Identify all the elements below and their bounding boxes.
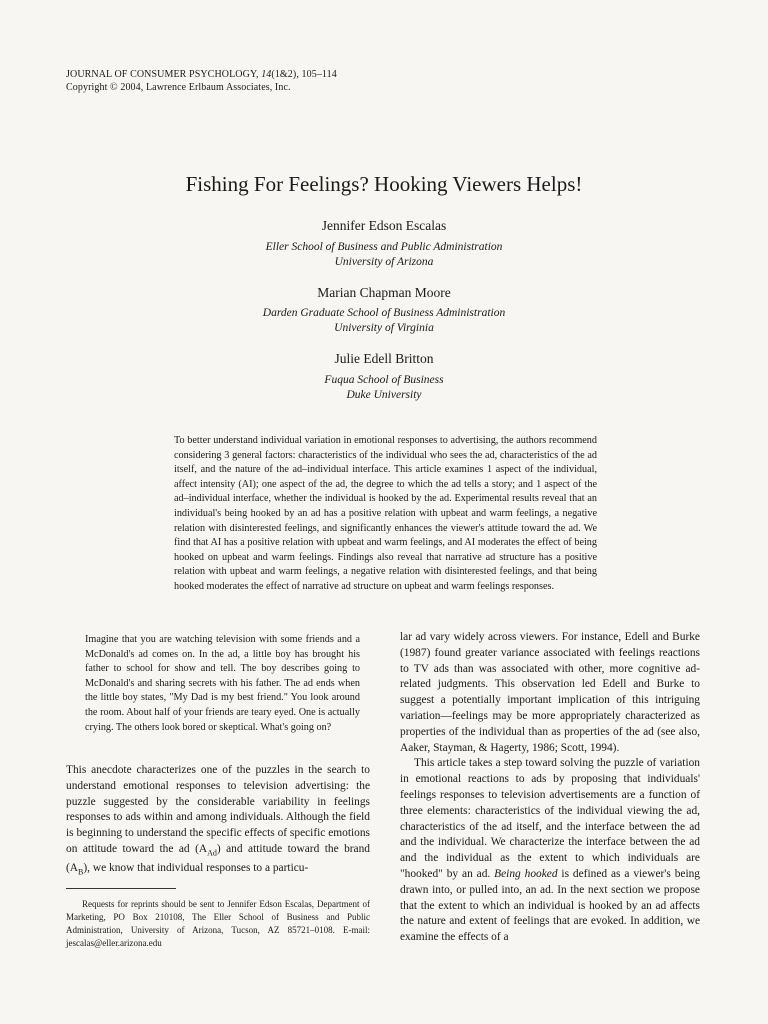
paragraph: lar ad vary widely across viewers. For instance, Edell and Burke (1987) found greater variance associated with feelings reactions to TV ads than was associated with other, more cognitive ad-related judgments. This observation led Edell and Burke to suggest a potentially important implication of this intriguing variation—feelings may be more appropriately characterized as properties of the individual than as properties of the ad (see also, Aaker, Stayman, & Hagerty, 1986; Scott, 1994). <box>400 631 700 754</box>
footnote: Requests for reprints should be sent to Jennifer Edson Escalas, Department of Marketing, PO Box 210108, The Eller School of Business and Public Administration, University of Arizona, Tucson, AZ 85721–0108. E-mail: jescalas@eller.arizona.edu <box>66 899 370 948</box>
journal-citation: JOURNAL OF CONSUMER PSYCHOLOGY, 14(1&2), 105–114 <box>66 69 337 80</box>
author-name: Julie Edell Britton <box>334 351 434 366</box>
footnote-divider <box>66 888 176 889</box>
author-name: Jennifer Edson Escalas <box>321 218 447 233</box>
copyright-line: Copyright © 2004, Lawrence Erlbaum Associates, Inc. <box>66 82 291 93</box>
author-affiliation: Darden Graduate School of Business Administration University of Virginia <box>262 307 506 334</box>
author-affiliation: Fuqua School of Business Duke University <box>324 374 444 401</box>
epigraph: Imagine that you are watching television with some friends and a McDonald's ad comes on. In the ad, a little boy has brought his father to school for show and tell. The boy describes going to McDonald's and sharing secrets with his father. The ad ends when the little boy states, "My Dad is my best friend." You look around the room. About half of your friends are teary eyed. One is actually crying. The others look bored or skeptical. What's going on? <box>85 634 360 733</box>
author-affiliation: Eller School of Business and Public Administration University of Arizona <box>265 241 503 268</box>
paper-title: Fishing For Feelings? Hooking Viewers Helps! <box>185 172 583 196</box>
paragraph: This article takes a step toward solving the puzzle of variation in emotional reactions to ads by proposing that individuals' feelings responses to television advertisements are a function of three elements: characteristics of the individual viewing the ad, characteristics of the ad itself, and the interface between the ad and the individual. We characterize the interface between the ad and the individual as the extent to which individuals are "hooked" by an ad. Being hooked is defined as a viewer's being drawn into, or pulled into, an ad. In the next section we propose that the extent to which an individual is hooked by an ad affects the nature and extent of feelings that are evoked. In addition, we examine the effects of a <box>400 757 700 944</box>
abstract: To better understand individual variation in emotional responses to advertising, the authors recommend considering 3 general factors: characteristics of the individual who sees the ad, characteristics of the ad itself, and the nature of the ad–individual interface. This article examines 1 aspect of the individual, affect intensity (AI); one aspect of the ad, the degree to which the ad tells a story; and 1 aspect of the ad–individual interface, whether the individual is hooked by the ad. Experimental results reveal that an individual's being hooked by an ad has a positive relation with upbeat and warm feelings, a negative relation with disinterested feelings, and significantly enhances the viewer's attitude toward the ad. We find that AI has a positive relation with upbeat and warm feelings, and AI moderates the effect of being hooked on upbeat and warm feelings. Findings also reveal that narrative ad structure has a positive relation with upbeat and warm feelings, a negative relation with disinterested feelings, and that being hooked moderates the effect of narrative ad structure on upbeat and warm feelings responses. <box>174 435 597 592</box>
journal-header <box>66 68 337 94</box>
body-text-right <box>400 630 700 946</box>
body-text-left: This anecdote characterizes one of the puzzles in the search to understand emotional responses to television advertising: the puzzle suggested by the considerable variability in feelings responses to ads within and among individuals. Although the field is beginning to understand the specific effects of specific emotions on attitude toward the ad $(A_{Ad})$ and attitude toward the brand $(A_B)$, we know that individual responses to a particu- <box>66 764 371 877</box>
author-name: Marian Chapman Moore <box>317 285 451 300</box>
